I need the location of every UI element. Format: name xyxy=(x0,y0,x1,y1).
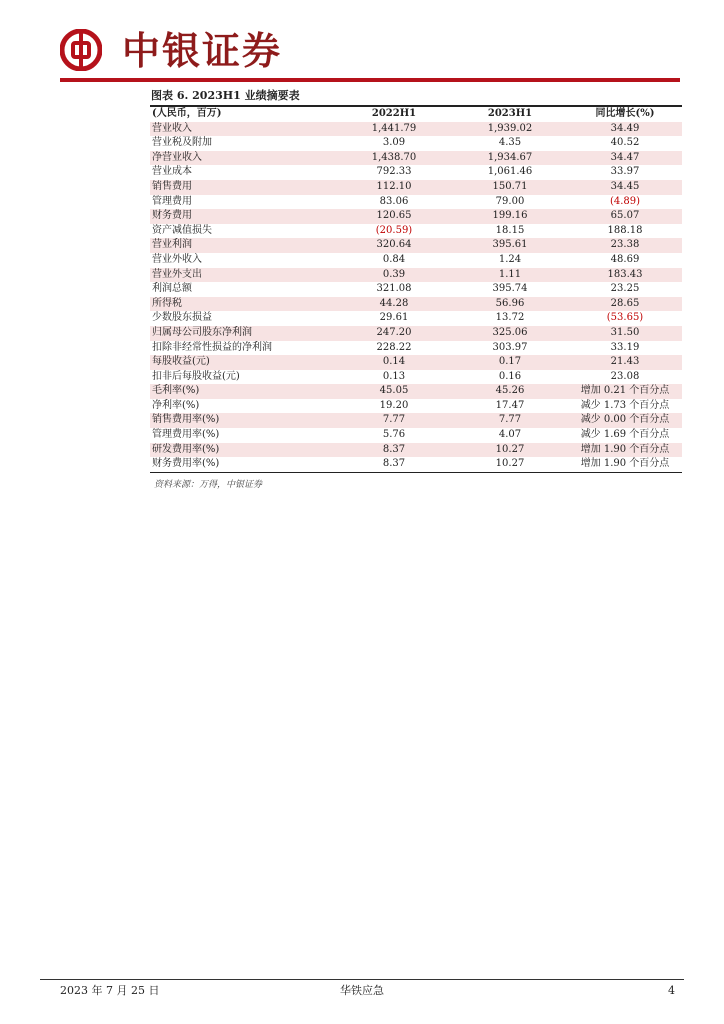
table-row xyxy=(150,195,682,210)
row-label: 销售费用率(%) xyxy=(150,413,336,428)
row-label: 销售费用 xyxy=(150,180,336,195)
bank-of-china-logo-icon xyxy=(60,29,102,71)
table-title: 图表 6. 2023H1 业绩摘要表 xyxy=(151,89,300,102)
row-label: 所得税 xyxy=(150,297,336,312)
cell-2023h1: 1.11 xyxy=(452,268,568,283)
row-label: 资产减值损失 xyxy=(152,224,212,236)
table-body xyxy=(150,122,682,472)
cell-2023h1: 79.00 xyxy=(495,195,525,207)
row-label: 净利率(%) xyxy=(152,399,200,411)
footer-report-title: 华铁应急 xyxy=(340,984,384,997)
cell-2022h1: 0.84 xyxy=(382,253,406,265)
table-row xyxy=(150,253,682,268)
row-label: 财务费用 xyxy=(150,209,336,224)
cell-yoy: 28.65 xyxy=(568,297,682,312)
cell-2023h1: 4.07 xyxy=(498,429,522,441)
table-row xyxy=(150,428,682,443)
cell-2022h1: 5.76 xyxy=(382,429,406,441)
table-header-row xyxy=(150,107,682,122)
cell-2022h1: 120.65 xyxy=(336,209,452,224)
cell-2022h1: 112.10 xyxy=(336,180,452,195)
cell-2023h1: 199.16 xyxy=(452,209,568,224)
table-row xyxy=(150,282,682,297)
column-header-unit: (人民币，百万) xyxy=(152,108,222,119)
row-label: 少数股东损益 xyxy=(152,312,212,324)
column-header-2022h1: 2022H1 xyxy=(371,108,417,119)
table-row xyxy=(150,136,682,151)
cell-yoy: 增加 0.21 个百分点 xyxy=(568,384,682,399)
cell-yoy: 23.38 xyxy=(568,238,682,253)
table-row xyxy=(150,224,682,239)
cell-yoy: 183.43 xyxy=(568,268,682,283)
table-row xyxy=(150,413,682,428)
row-label: 营业利润 xyxy=(150,238,336,253)
row-label: 管理费用 xyxy=(152,195,192,207)
brand-name: 中银证券 xyxy=(122,28,283,73)
cell-2023h1: 7.77 xyxy=(452,413,568,428)
cell-2022h1: 29.61 xyxy=(379,312,409,324)
cell-2022h1: 228.22 xyxy=(376,341,412,353)
cell-2022h1: 1,438.70 xyxy=(336,151,452,166)
table-row xyxy=(150,457,682,472)
cell-yoy: 65.07 xyxy=(568,209,682,224)
cell-2023h1: 1,934.67 xyxy=(452,151,568,166)
cell-yoy: (4.89) xyxy=(609,195,641,207)
header-rule xyxy=(60,78,680,82)
cell-2022h1: 792.33 xyxy=(376,166,412,178)
cell-2023h1: 4.35 xyxy=(498,137,522,149)
cell-2023h1: 10.27 xyxy=(452,443,568,458)
cell-2023h1: 56.96 xyxy=(452,297,568,312)
row-label: 利润总额 xyxy=(152,283,192,295)
cell-yoy: 188.18 xyxy=(607,224,643,236)
cell-2023h1: 0.16 xyxy=(498,370,522,382)
table-row xyxy=(150,209,682,224)
table-row xyxy=(150,268,682,283)
cell-2023h1: 325.06 xyxy=(452,326,568,341)
cell-yoy: 34.47 xyxy=(568,151,682,166)
cell-2023h1: 303.97 xyxy=(492,341,528,353)
cell-2022h1: 1,441.79 xyxy=(336,122,452,137)
cell-yoy: (53.65) xyxy=(606,312,644,324)
cell-2022h1: 8.37 xyxy=(382,458,406,470)
cell-2022h1: 83.06 xyxy=(379,195,409,207)
cell-2022h1: 320.64 xyxy=(336,238,452,253)
table-row xyxy=(150,151,682,166)
table-row xyxy=(150,238,682,253)
cell-2022h1: 7.77 xyxy=(336,413,452,428)
cell-yoy: 31.50 xyxy=(568,326,682,341)
row-label: 研发费用率(%) xyxy=(150,443,336,458)
table-row xyxy=(150,165,682,180)
cell-2023h1: 1,061.46 xyxy=(487,166,533,178)
page-number: 4 xyxy=(668,984,675,997)
cell-2022h1: 0.39 xyxy=(336,268,452,283)
row-label: 扣除非经常性损益的净利润 xyxy=(152,341,272,353)
cell-2023h1: 10.27 xyxy=(495,458,525,470)
table-row xyxy=(150,355,682,370)
row-label: 每股收益(元) xyxy=(150,355,336,370)
cell-yoy: 21.43 xyxy=(568,355,682,370)
cell-2022h1: 19.20 xyxy=(379,399,409,411)
cell-yoy: 23.25 xyxy=(610,283,640,295)
cell-yoy: 增加 1.90 个百分点 xyxy=(580,458,670,470)
cell-yoy: 34.45 xyxy=(568,180,682,195)
cell-2022h1: 8.37 xyxy=(336,443,452,458)
cell-yoy: 40.52 xyxy=(610,137,640,149)
source-note: 资料来源：万得，中银证券 xyxy=(154,479,263,490)
row-label: 营业外收入 xyxy=(152,253,202,265)
cell-2023h1: 395.61 xyxy=(452,238,568,253)
row-label: 营业成本 xyxy=(152,166,192,178)
row-label: 扣非后每股收益(元) xyxy=(152,370,240,382)
cell-2023h1: 17.47 xyxy=(495,399,525,411)
cell-2022h1: 0.14 xyxy=(336,355,452,370)
summary-table-section xyxy=(150,88,682,490)
cell-2023h1: 1,939.02 xyxy=(452,122,568,137)
cell-yoy: 减少 1.73 个百分点 xyxy=(580,399,670,411)
table-row xyxy=(150,370,682,385)
table-row xyxy=(150,443,682,458)
cell-2023h1: 395.74 xyxy=(492,283,528,295)
column-header-yoy: 同比增长(%) xyxy=(595,108,655,119)
footer-date: 2023 年 7 月 25 日 xyxy=(60,984,160,997)
page-header xyxy=(60,27,680,75)
column-header-2023h1: 2023H1 xyxy=(487,108,533,119)
row-label: 财务费用率(%) xyxy=(152,458,220,470)
row-label: 归属母公司股东净利润 xyxy=(150,326,336,341)
cell-2022h1: 0.13 xyxy=(382,370,406,382)
table-row xyxy=(150,180,682,195)
cell-yoy: 减少 1.69 个百分点 xyxy=(580,429,670,441)
cell-2023h1: 150.71 xyxy=(452,180,568,195)
row-label: 净营业收入 xyxy=(150,151,336,166)
row-label: 营业外支出 xyxy=(150,268,336,283)
cell-yoy: 33.19 xyxy=(610,341,640,353)
cell-yoy: 增加 1.90 个百分点 xyxy=(568,443,682,458)
table-row xyxy=(150,122,682,137)
financial-summary-table xyxy=(150,107,682,472)
row-label: 毛利率(%) xyxy=(150,384,336,399)
table-row xyxy=(150,341,682,356)
cell-2022h1: (20.59) xyxy=(375,224,413,236)
cell-yoy: 33.97 xyxy=(610,166,640,178)
cell-yoy: 48.69 xyxy=(610,253,640,265)
table-row xyxy=(150,326,682,341)
cell-yoy: 34.49 xyxy=(568,122,682,137)
table-row xyxy=(150,311,682,326)
cell-2022h1: 247.20 xyxy=(336,326,452,341)
row-label: 管理费用率(%) xyxy=(152,429,220,441)
cell-2023h1: 1.24 xyxy=(498,253,522,265)
cell-2022h1: 321.08 xyxy=(376,283,412,295)
footer-rule xyxy=(40,979,684,980)
table-row xyxy=(150,297,682,312)
cell-2023h1: 0.17 xyxy=(452,355,568,370)
cell-2022h1: 45.05 xyxy=(336,384,452,399)
cell-2023h1: 13.72 xyxy=(495,312,525,324)
cell-yoy: 23.08 xyxy=(610,370,640,382)
cell-2022h1: 44.28 xyxy=(336,297,452,312)
cell-2022h1: 3.09 xyxy=(382,137,406,149)
table-row xyxy=(150,399,682,414)
row-label: 营业税及附加 xyxy=(152,137,212,149)
table-row xyxy=(150,384,682,399)
cell-2023h1: 45.26 xyxy=(452,384,568,399)
cell-yoy: 减少 0.00 个百分点 xyxy=(568,413,682,428)
cell-2023h1: 18.15 xyxy=(495,224,525,236)
row-label: 营业收入 xyxy=(150,122,336,137)
table-bottom-rule xyxy=(150,472,682,473)
